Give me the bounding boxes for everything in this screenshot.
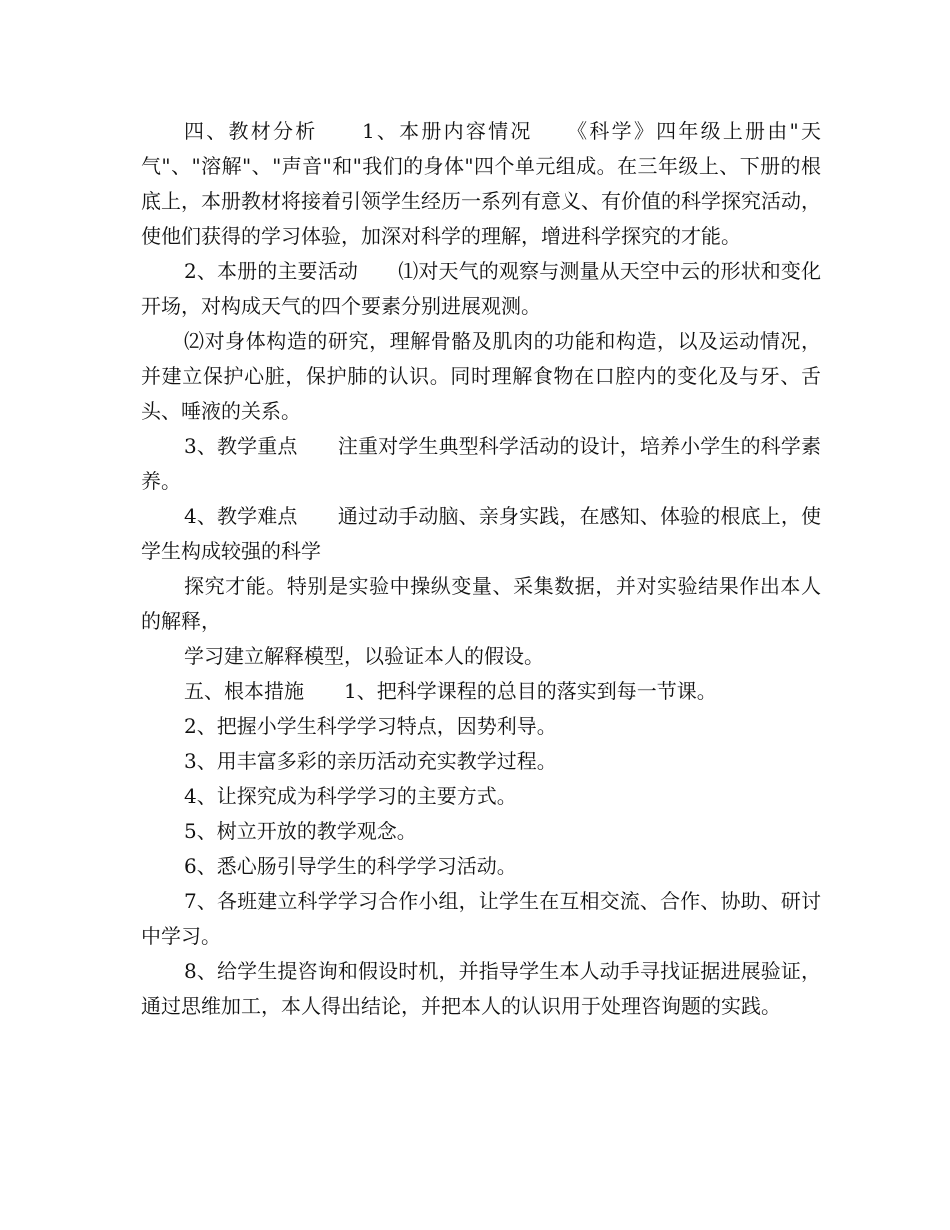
paragraph-teaching-material-analysis: 四、教材分析 1、本册内容情况 《科学》四年级上册由"天气"、"溶解"、"声音"和"我们的身体"四个单元组成。在三年级上、下册的根底上，本册教材将接着引领学生经历一系列有意义、有价值的科学探究活动，使他们获得的学习体验，加深对科学的理解，增进科学探究的才能。 bbox=[141, 119, 821, 248]
document-body bbox=[141, 114, 821, 1024]
paragraph-measure-7: 7、各班建立科学学习合作小组，让学生在互相交流、合作、协助、研讨中学习。 bbox=[141, 889, 821, 948]
paragraph-teaching-difficulty: 4、教学难点 通过动手动脑、亲身实践，在感知、体验的根底上，使学生构成较强的科学 bbox=[141, 504, 821, 563]
paragraph-inquiry-ability: 探究才能。特别是实验中操纵变量、采集数据，并对实验结果作出本人的解释， bbox=[141, 574, 821, 633]
paragraph-body-structure: ⑵对身体构造的研究，理解骨骼及肌肉的功能和构造，以及运动情况，并建立保护心脏，保护肺的认识。同时理解食物在口腔内的变化及与牙、舌头、唾液的关系。 bbox=[141, 329, 821, 423]
paragraph-measure-6: 6、悉心肠引导学生的科学学习活动。 bbox=[184, 854, 517, 878]
paragraph-measure-4: 4、让探究成为科学学习的主要方式。 bbox=[184, 784, 517, 808]
paragraph-main-activities: 2、本册的主要活动 ⑴对天气的观察与测量从天空中云的形状和变化开场，对构成天气的四个要素分别进展观测。 bbox=[141, 259, 821, 318]
paragraph-measure-5: 5、树立开放的教学观念。 bbox=[184, 819, 417, 843]
paragraph-measure-2: 2、把握小学生科学学习特点，因势利导。 bbox=[184, 714, 557, 738]
paragraph-basic-measures: 五、根本措施 1、把科学课程的总目的落实到每一节课。 bbox=[184, 679, 717, 703]
paragraph-explanation-model: 学习建立解释模型，以验证本人的假设。 bbox=[184, 644, 544, 668]
paragraph-measure-3: 3、用丰富多彩的亲历活动充实教学过程。 bbox=[184, 749, 557, 773]
paragraph-measure-8: 8、给学生提咨询和假设时机，并指导学生本人动手寻找证据进展验证，通过思维加工，本人得出结论，并把本人的认识用于处理咨询题的实践。 bbox=[141, 959, 821, 1018]
paragraph-teaching-focus: 3、教学重点 注重对学生典型科学活动的设计，培养小学生的科学素养。 bbox=[141, 434, 821, 493]
